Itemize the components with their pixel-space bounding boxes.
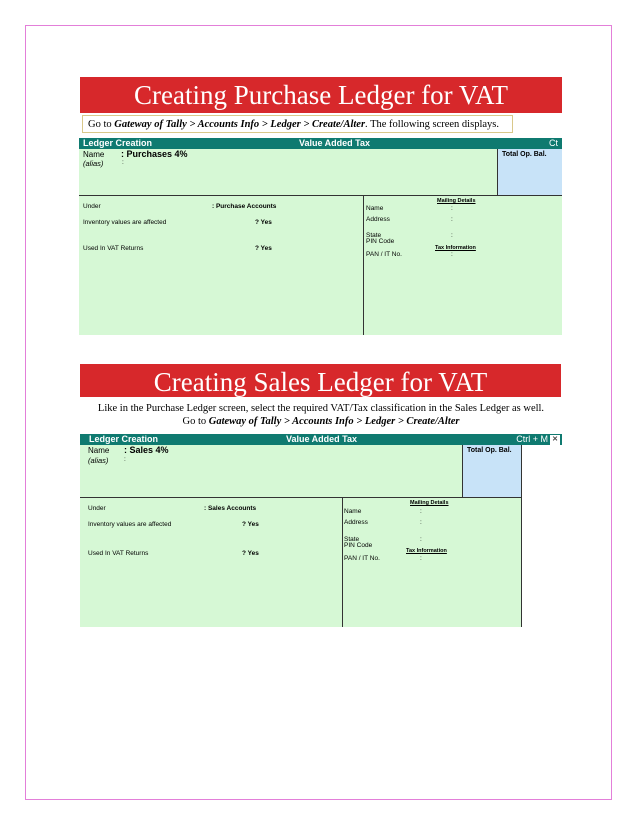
under-label: Under — [83, 203, 101, 210]
screen-center-title: Value Added Tax — [286, 434, 358, 444]
mail-address-label: Address — [344, 519, 368, 526]
alias-field[interactable]: : — [124, 456, 126, 463]
sales-instruction-line1: Like in the Purchase Ledger screen, select the required VAT/Tax classification in the Sales Ledger as well. — [97, 403, 545, 414]
total-opening-balance-box — [462, 445, 522, 498]
mailing-details-heading: Mailing Details — [410, 500, 449, 506]
inventory-label: Inventory values are affected — [88, 521, 172, 528]
mail-state-field[interactable]: : — [451, 232, 453, 239]
instruction-suffix: . The following screen displays. — [365, 119, 499, 130]
purchase-instruction — [82, 115, 513, 133]
shortcut-label: Ct — [549, 138, 558, 148]
mail-pan-label: PAN / IT No. — [366, 251, 402, 258]
mail-pin-label: PIN Code — [344, 542, 373, 549]
panel-divider — [363, 196, 364, 335]
alias-label: (alias) — [88, 456, 109, 465]
right-margin-panel — [521, 445, 563, 627]
sales-ledger-screen — [80, 434, 562, 627]
ledger-name-field[interactable]: : Purchases 4% — [121, 149, 188, 159]
screen-center-title: Value Added Tax — [299, 138, 371, 148]
mail-pin-label: PIN Code — [366, 238, 395, 245]
sales-instruction-line2 — [80, 415, 562, 428]
under-label: Under — [88, 505, 106, 512]
mail-pan-field[interactable]: : — [420, 555, 422, 562]
instruction-prefix: Go to — [88, 119, 115, 130]
screen-title: Ledger Creation — [89, 434, 159, 444]
vat-returns-field[interactable]: ? Yes — [242, 550, 259, 557]
panel-divider — [342, 498, 343, 627]
under-group-field[interactable]: : Purchase Accounts — [212, 203, 277, 210]
mail-address-field[interactable]: : — [451, 216, 453, 223]
alias-label: (alias) — [83, 159, 104, 168]
mail-state-label: State — [344, 536, 360, 543]
mail-pan-label: PAN / IT No. — [344, 555, 380, 562]
shortcut-label: Ctrl + M — [516, 434, 548, 444]
ledger-details-panel — [80, 498, 521, 627]
vat-returns-field[interactable]: ? Yes — [255, 245, 272, 252]
under-group-field[interactable]: : Sales Accounts — [204, 505, 257, 512]
mailing-details-heading: Mailing Details — [437, 198, 476, 204]
menu-path: Gateway of Tally > Accounts Info > Ledger > Create/Alter — [208, 416, 460, 427]
mail-pan-field[interactable]: : — [451, 251, 453, 258]
tax-information-heading: Tax Information — [435, 245, 476, 251]
mail-name-field[interactable]: : — [451, 205, 453, 212]
mail-state-label: State — [366, 232, 382, 239]
total-opening-balance-label: Total Op. Bal. — [502, 151, 547, 158]
vat-returns-label: Used In VAT Returns — [83, 245, 144, 252]
ledger-details-panel — [79, 196, 562, 335]
inventory-field[interactable]: ? Yes — [242, 521, 259, 528]
mail-name-field[interactable]: : — [420, 508, 422, 515]
inventory-label: Inventory values are affected — [83, 219, 167, 226]
name-label: Name — [88, 446, 110, 455]
name-label: Name — [83, 150, 105, 159]
menu-path: Gateway of Tally > Accounts Info > Ledger > Create/Alter — [114, 119, 366, 130]
mail-state-field[interactable]: : — [420, 536, 422, 543]
mail-address-field[interactable]: : — [420, 519, 422, 526]
purchase-ledger-screen — [79, 138, 562, 335]
alias-field[interactable]: : — [122, 159, 124, 166]
instruction-prefix: Go to — [182, 416, 209, 427]
title-bar — [79, 138, 562, 149]
ledger-name-field[interactable]: : Sales 4% — [124, 445, 169, 455]
title-bar — [80, 434, 562, 445]
total-opening-balance-box — [497, 149, 562, 196]
mail-name-label: Name — [344, 508, 362, 515]
vat-returns-label: Used In VAT Returns — [88, 550, 149, 557]
close-icon[interactable]: ✕ — [550, 435, 560, 445]
mail-address-label: Address — [366, 216, 390, 223]
tax-information-heading: Tax Information — [406, 548, 447, 554]
total-opening-balance-label: Total Op. Bal. — [467, 447, 512, 454]
purchase-ledger-heading: Creating Purchase Ledger for VAT — [80, 77, 562, 113]
sales-ledger-heading: Creating Sales Ledger for VAT — [80, 364, 561, 397]
mail-name-label: Name — [366, 205, 384, 212]
screen-title: Ledger Creation — [83, 138, 153, 148]
inventory-field[interactable]: ? Yes — [255, 219, 272, 226]
